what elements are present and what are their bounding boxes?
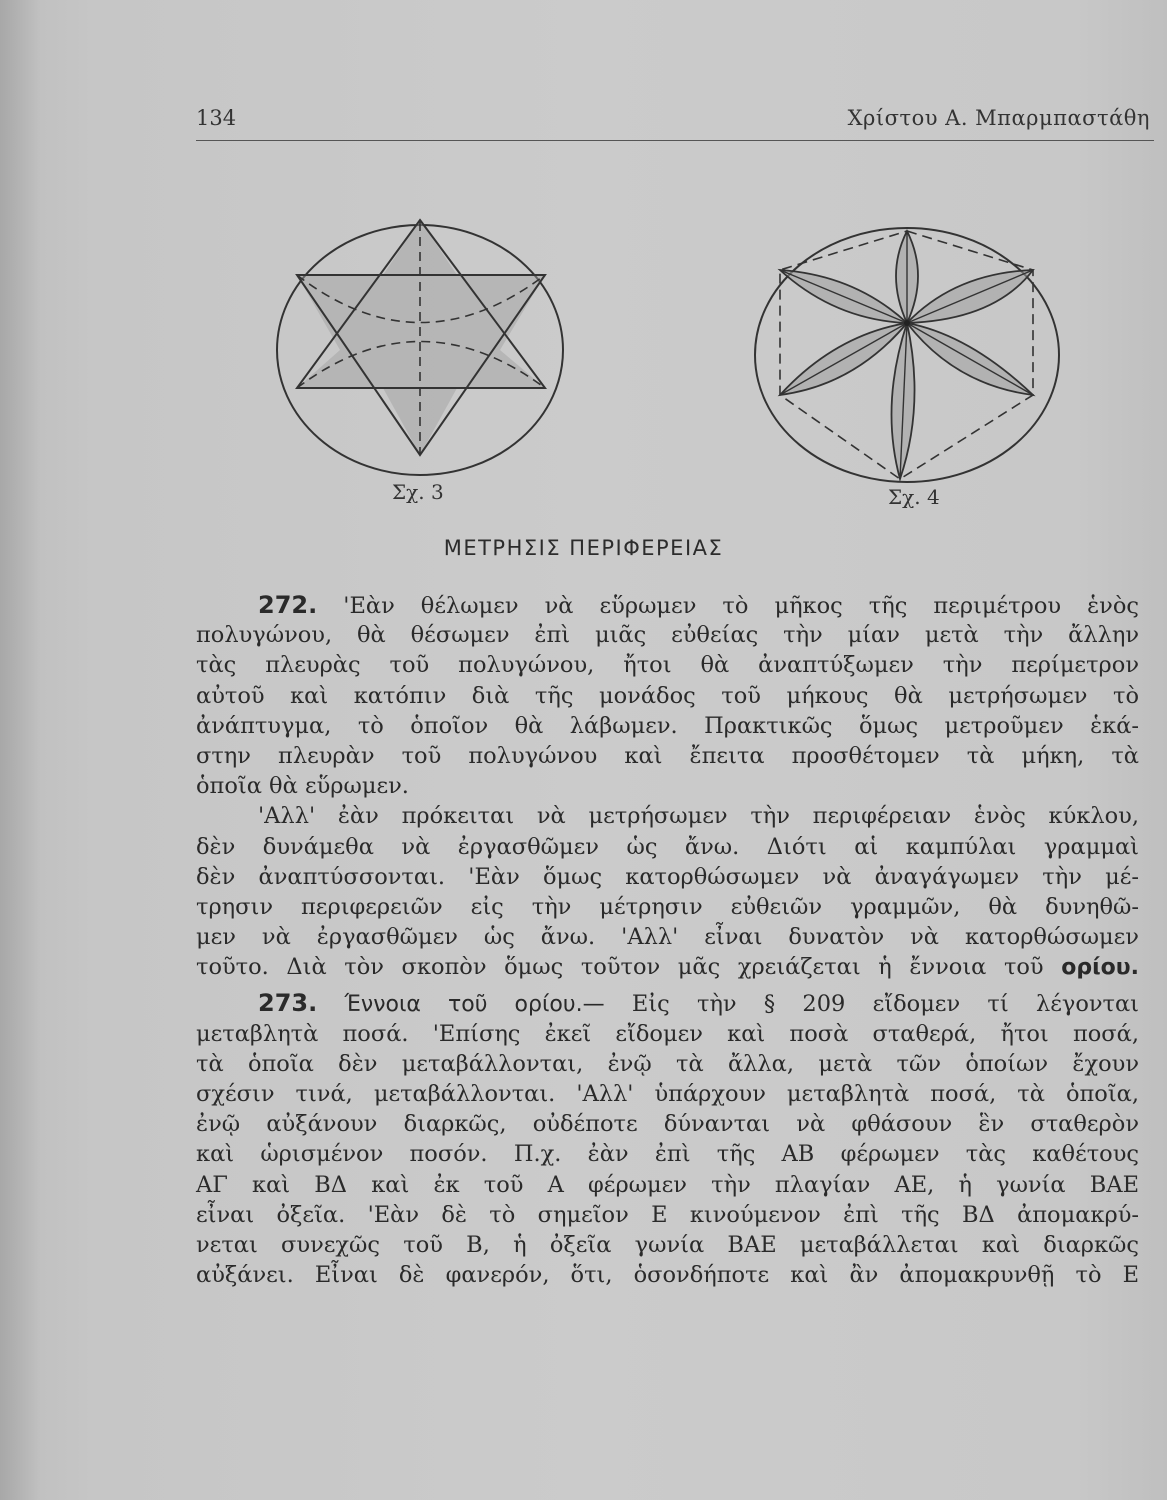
p272-line-5: ἀνάπτυγμα, τὸ ὁποῖον θὰ λάβωμεν. Πρακτικῶς ὅμως μετροῦμεν ἑκά- — [196, 712, 1139, 739]
p272-line-4: αὐτοῦ καὶ κατόπιν διὰ τῆς μονάδος τοῦ μήκους θὰ μετρήσωμεν τὸ — [196, 682, 1139, 709]
p272-line-6: στην πλευρὰν τοῦ πολυγώνου καὶ ἔπειτα προσθέτομεν τὰ μήκη, τὰ — [196, 742, 1139, 769]
fig4-center — [904, 320, 910, 326]
p272-line-2: πολυγώνου, θὰ θέσωμεν ἐπὶ μιᾶς εὐθείας τὴν μίαν μετὰ τὴν ἄλλην — [196, 622, 1139, 649]
figure-4-caption: Σχ. 4 — [888, 485, 940, 509]
p272-line-3: τὰς πλευρὰς τοῦ πολυγώνου, ἤτοι θὰ ἀναπτύξωμεν τὴν περίμετρον — [196, 652, 1139, 679]
pall-line-3: δὲν ἀναπτύσσονται. 'Εὰν ὅμως κατορθώσωμεν νὰ ἀναγάγωμεν τὴν μέ- — [196, 863, 1139, 890]
header-title: Χρίστου Α. Μπαρμπαστάθη — [847, 106, 1150, 130]
section-title: ΜΕΤΡΗΣΙΣ ΠΕΡΙΦΕΡΕΙΑΣ — [443, 536, 724, 560]
pall-line-5: μεν νὰ ἐργασθῶμεν ὡς ἄνω. 'Αλλ' εἶναι δυνατὸν νὰ κατορθώσωμεν — [196, 924, 1139, 951]
p272-number: 272. — [258, 591, 318, 619]
p272-line-1 — [196, 590, 1139, 620]
header-rule — [196, 140, 1154, 141]
p273-line-3: τὰ ὁποῖα δὲν μεταβάλλονται, ἐνῷ τὰ ἄλλα, μετὰ τῶν ὁποίων ἔχουν — [196, 1050, 1139, 1077]
body-text — [196, 590, 1139, 1290]
pall-line-1: 'Αλλ' ἐὰν πρόκειται νὰ μετρήσωμεν τὴν περιφέρειαν ἑνὸς κύκλου, — [258, 803, 1139, 830]
p273-line-4: σχέσιν τινά, μεταβάλλονται. 'Αλλ' ὑπάρχουν μεταβλητὰ ποσά, τὰ ὁποῖα, — [196, 1081, 1139, 1107]
running-head — [196, 100, 1156, 140]
p273-line-8: εἶναι ὀξεῖα. 'Εὰν δὲ τὸ σημεῖον Ε κινούμενον ἐπὶ τῆς ΒΔ ἀπομακρύ- — [196, 1201, 1139, 1228]
pall-line-6 — [196, 952, 1139, 982]
p272-line-7: ὁποῖα θὰ εὕρωμεν. — [196, 773, 409, 800]
page-number: 134 — [196, 106, 237, 130]
p272-line-1-text: 'Εὰν θέλωμεν νὰ εὕρωμεν τὸ μῆκος τῆς περιμέτρου ἑνὸς — [343, 593, 1139, 619]
p273-number: 273. — [258, 989, 318, 1018]
pall-line-4: τρησιν περιφερειῶν εἰς τὴν μέτρησιν εὐθειῶν γραμμῶν, θὰ δυνηθῶ- — [196, 893, 1139, 920]
binding-shadow — [0, 0, 40, 1500]
p273-line-7: ΑΓ καὶ ΒΔ καὶ ἐκ τοῦ Α φέρωμεν τὴν πλαγίαν ΑΕ, ἡ γωνία ΒΑΕ — [196, 1171, 1139, 1198]
figure-3-caption: Σχ. 3 — [392, 480, 444, 504]
p273-line-2: μεταβλητὰ ποσά. 'Επίσης ἐκεῖ εἴδομεν καὶ ποσὰ σταθερά, ἤτοι ποσά, — [196, 1020, 1139, 1047]
pall-line-2: δὲν δυνάμεθα νὰ ἐργασθῶμεν ὡς ἄνω. Διότι αἱ καμπύλαι γραμμαὶ — [196, 833, 1139, 860]
p273-line-6: καὶ ὡρισμένον ποσόν. Π.χ. ἐὰν ἐπὶ τῆς ΑΒ φέρωμεν τὰς καθέτους — [196, 1141, 1139, 1168]
pall-line-6-text: τοῦτο. Διὰ τὸν σκοπὸν ὅμως τοῦτον μᾶς χρειάζεται ἡ ἔννοια τοῦ — [196, 954, 1044, 981]
figure-4-rosette — [745, 205, 1070, 510]
term-oriou: ορίου. — [1061, 955, 1139, 981]
p273-line-10: αὐξάνει. Εἶναι δὲ φανερόν, ὅτι, ὁσονδήποτε καὶ ἂν ἀπομακρυνθῇ τὸ Ε — [196, 1262, 1139, 1289]
p273-line-9: νεται συνεχῶς τοῦ Β, ἡ ὀξεῖα γωνία ΒΑΕ μεταβάλλεται καὶ διαρκῶς — [196, 1231, 1139, 1258]
p273-heading: Έννοια τοῦ ορίου.— — [344, 992, 605, 1018]
p273-line-1 — [196, 988, 1139, 1018]
p273-line-5: ἐνῷ αὐξάνουν διαρκῶς, οὐδέποτε δύνανται νὰ φθάσουν ἓν σταθερὸν — [196, 1111, 1139, 1138]
figure-3-hexagram — [265, 200, 575, 500]
p273-line-1-text: Εἰς τὴν § 209 εἴδομεν τί λέγονται — [631, 991, 1140, 1018]
